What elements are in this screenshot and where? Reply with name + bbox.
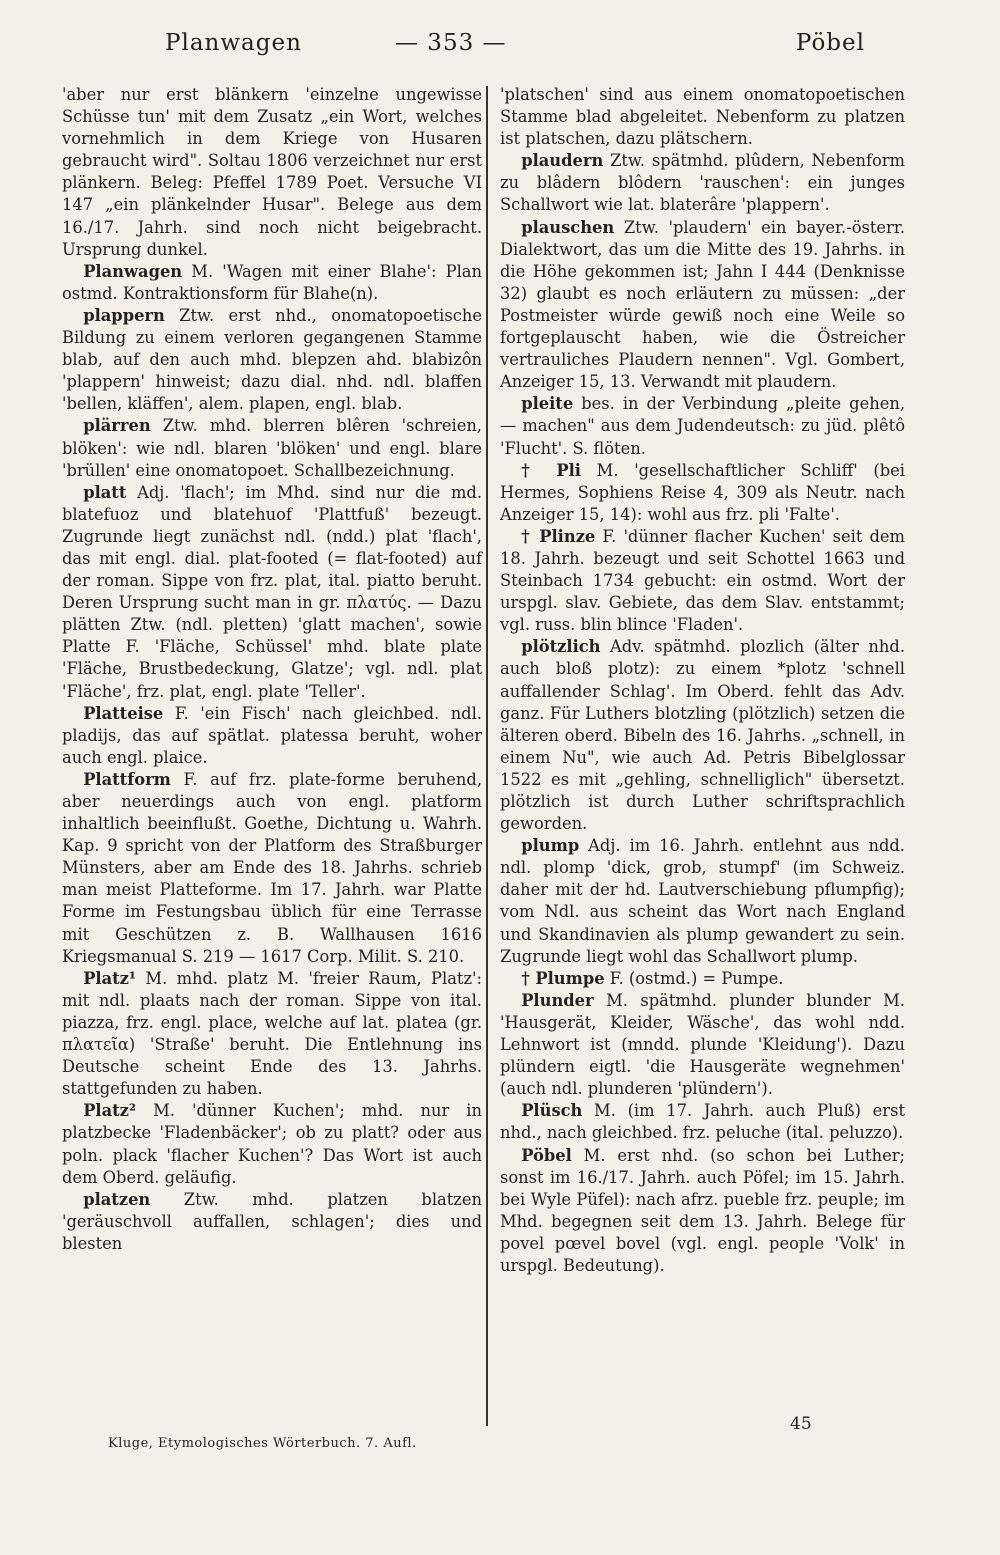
dictionary-entry [500,460,905,526]
dictionary-entry [500,1100,905,1144]
entry-headword: Platz¹ [83,968,137,988]
entry-text: 'aber nur erst blänkern 'einzelne ungewisse Schüsse tun' mit dem Zusatz „ein Wort, welches vornehmlich in dem Kriege von Husaren gebraucht wird". Soltau 1806 verzeichnet nur erst plänkern. Beleg: Pfeffel 1789 Poet. Versuche VI 147 „ein plänkelnder Husar". Belege aus dem 16./17. Jahrh. sind noch nicht beigebracht. Ursprung dunkel. [62,85,482,259]
entry-headword: † Plinze [521,526,596,546]
dictionary-entry [62,703,482,769]
header-left-catchword: Planwagen [165,30,302,56]
dictionary-entry [500,217,905,394]
entry-text: Ztw. spätmhd. plûdern, Nebenform zu blâdern blôdern 'rauschen': ein junges Schallwort wie lat. blaterâre 'plappern'. [500,151,905,215]
entry-headword: Platz² [83,1101,137,1121]
entry-text: Ztw. mhd. platzen blatzen 'geräuschvoll auffallen, schlagen'; dies und blesten [62,1189,482,1253]
entry-text: M. erst nhd. (so schon bei Luther; sonst im 16./17. Jahrh. auch Pöfel; im 15. Jahrh. bei Wyle Püfel): nach afrz. pueble frz. peuple; im Mhd. begegnen seit dem 13. Jahrh. Belege für povel pœvel bovel (vgl. engl. people 'Volk' in urspgl. Bedeutung). [500,1145,905,1275]
entry-text: 'platschen' sind aus einem onomatopoetischen Stamme blad abgeleitet. Nebenform zu platzen ist platschen, dazu plätschern. [500,85,905,149]
entry-headword: Plunder [521,990,594,1010]
entry-text: bes. in der Verbindung „pleite gehen, — machen" aus dem Judendeutsch: zu jüd. plêtô 'Flucht'. S. flöten. [500,394,905,458]
left-column [62,84,482,1255]
entry-headword: plump [521,836,580,856]
entry-text: F. 'ein Fisch' nach gleichbed. ndl. pladijs, das auf spätlat. platessa beruht, woher auch engl. plaice. [62,703,482,767]
entry-headword: plappern [83,305,165,325]
entry-text: Ztw. erst nhd., onomatopoetische Bildung zu einem verloren gegangenen Stamme blab, auf den auch mhd. blepzen ahd. blabizôn 'plappern' hinweist; dazu dial. nhd. ndl. blaffen 'bellen, kläffen', alem. plapen, engl. blab. [62,305,482,414]
entry-headword: † Pli [521,460,581,480]
running-header [165,30,865,70]
dictionary-entry [62,968,482,1101]
entry-headword: plötzlich [521,637,601,657]
entry-headword: platt [83,482,127,502]
entry-text: M. 'gesellschaftlicher Schliff' (bei Hermes, Sophiens Reise 4, 309 als Neutr. nach Anzeiger 15, 14): wohl aus frz. pli 'Falte'. [500,460,905,524]
dictionary-entry [500,393,905,459]
entry-text: M. (im 17. Jahrh. auch Pluß) erst nhd., nach gleichbed. frz. peluche (ital. peluzzo). [500,1101,905,1143]
entry-text: F. 'dünner flacher Kuchen' seit dem 18. Jahrh. bezeugt und seit Schottel 1663 und Steinbach 1734 gebucht: ein ostmd. Wort der urspgl. slav. Gebiete, das dem Slav. entstammt; vgl. russ. blin blince 'Fladen'. [500,526,905,635]
entry-headword: Plattform [83,769,171,789]
dictionary-entry [62,415,482,481]
entry-headword: plauschen [521,217,615,237]
entry-headword: Plüsch [521,1101,583,1121]
dictionary-entry [62,305,482,415]
entry-text: M. 'Wagen mit einer Blahe': Plan ostmd. Kontraktionsform für Blahe(n). [62,261,482,303]
entry-text: Adj. im 16. Jahrh. entlehnt aus ndd. ndl. plomp 'dick, grob, stumpf' (im Schweiz. daher mit der hd. Lautverschiebung pflumpfig); vom Ndl. aus scheint das Wort nach England und Skandinavien als plump gewandert zu sein. Zugrunde liegt wohl das Schallwort plump. [500,836,905,966]
dictionary-entry [62,769,482,968]
dictionary-entry [500,990,905,1100]
entry-headword: Planwagen [83,261,183,281]
entry-text: F. (ostmd.) = Pumpe. [604,968,784,988]
page-number: — 353 — [395,30,507,56]
dictionary-entry [62,261,482,305]
dictionary-entry [500,835,905,968]
entry-headword: plaudern [521,151,604,171]
dictionary-entry [62,482,482,703]
right-column [500,84,905,1277]
entry-text: F. auf frz. plate-forme beruhend, aber neuerdings auch von engl. platform inhaltlich beeinflußt. Goethe, Dichtung u. Wahrh. Kap. 9 spricht von der Platform des Straßburger Münsters, aber am Ende des 18. Jahrhs. schrieb man meist Platteforme. Im 17. Jahrh. war Platte Forme im Festungsbau üblich für eine Terrasse mit Geschützen z. B. Wallhausen 1616 Kriegsmanual S. 219 — 1617 Corp. Milit. S. 210. [62,769,482,966]
entry-headword: † Plumpe [521,968,605,988]
entry-text: Ztw. 'plaudern' ein bayer.-österr. Dialektwort, das um die Mitte des 19. Jahrhs. in die Höhe gekommen ist; Jahn I 444 (Denknisse 32) glaubt es noch erläutern zu müssen: „der Postmeister würde gewiß noch eine Weile so fortgeplauscht haben, wie die Östreicher vertrauliches Plaudern nennen". Vgl. Gombert, Anzeiger 15, 13. Verwandt mit plaudern. [500,217,905,392]
dictionary-entry [500,84,905,150]
entry-headword: Platteise [83,703,164,723]
dictionary-entry [500,150,905,216]
dictionary-entry [500,968,905,990]
dictionary-entry [500,526,905,636]
entry-headword: Pöbel [521,1145,572,1165]
column-divider [486,86,488,1426]
entry-headword: plärren [83,416,151,436]
entry-text: M. 'dünner Kuchen'; mhd. nur in platzbecke 'Fladenbäcker'; ob zu platt? oder aus poln. plack 'flacher Kuchen'? Das Wort ist auch dem Oberd. geläufig. [62,1101,482,1187]
dictionary-entry [62,1189,482,1255]
entry-headword: platzen [83,1189,151,1209]
entry-text: Adj. 'flach'; im Mhd. sind nur die md. blatefuoz und blatehuof 'Plattfuß' bezeugt. Zugrunde liegt zunächst ndl. (ndd.) plat 'flach', das mit engl. dial. plat-footed (= flat-footed) auf der roman. Sippe von frz. plat, ital. piatto beruht. Deren Ursprung sucht man in gr. πλατύς. — Dazu plätten Ztw. (ndl. pletten) 'glatt machen', sowie Platte F. 'Fläche, Schüssel' mhd. blate plate 'Fläche, Brustbedeckung, Glatze'; vgl. ndl. plat 'Fläche', frz. plat, engl. plate 'Teller'. [62,482,482,701]
header-right-catchword: Pöbel [795,30,865,56]
dictionary-entry [500,636,905,835]
signature-mark: 45 [790,1414,812,1434]
entry-headword: pleite [521,394,574,414]
entry-text: Ztw. mhd. blerren blêren 'schreien, blöken': wie ndl. blaren 'blöken' und engl. blare 'brüllen' eine onomatopoet. Schallbezeichnung. [62,416,482,480]
dictionary-entry [62,84,482,261]
footer-note: Kluge, Etymologisches Wörterbuch. 7. Aufl. [108,1436,417,1451]
dictionary-entry [500,1145,905,1278]
dictionary-entry [62,1100,482,1188]
entry-text: Adv. spätmhd. plozlich (älter nhd. auch bloß plotz): zu einem *plotz 'schnell auffallender Schlag'. Im Oberd. fehlt das Adv. ganz. Für Luthers blotzling (plötzlich) setzen die älteren oberd. Bibeln des 16. Jahrhs. „schnell, in einem Nu", wie auch Ad. Petris Bibelglossar 1522 es mit „gehling, schnelliglich" übersetzt. plötzlich ist durch Luther schriftsprachlich geworden. [500,637,905,834]
entry-text: M. spätmhd. plunder blunder M. 'Hausgerät, Kleider, Wäsche', das wohl ndd. Lehnwort ist (mndd. plunde 'Kleidung'). Dazu plündern eigtl. 'die Hausgeräte wegnehmen' (auch ndl. plunderen 'plündern'). [500,990,905,1099]
entry-text: M. mhd. platz M. 'freier Raum, Platz': mit ndl. plaats nach der roman. Sippe von ital. piazza, frz. engl. place, welche auf lat. platea (gr. πλατεῖα) 'Straße' beruht. Die Entlehnung ins Deutsche scheint Ende des 13. Jahrhs. stattgefunden zu haben. [62,968,482,1099]
